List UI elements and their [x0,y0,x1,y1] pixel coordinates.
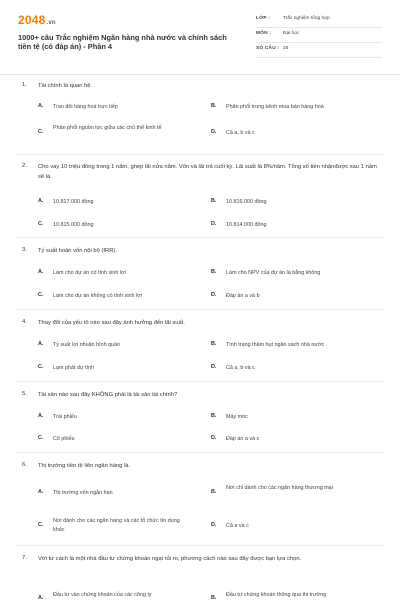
document-title: 1000+ câu Trắc nghiệm Ngân hàng nhà nước và chính sách tiền tệ (có đáp án) - Phần 4 [18,33,227,52]
question-number: 6. [22,462,27,468]
option-letter: D. [211,292,217,298]
option-letter: B. [211,595,217,601]
option-text: Phân phối nguồn lực giữa các chủ thể kinh tế [53,125,162,131]
option-text: Đầu tư vào chứng khoán của các công ty [53,592,152,598]
question-text: Tài chính là quan hệ. [38,83,93,89]
meta-count-label: SỐ CÂU : [256,46,280,51]
option-text: Đáp án a và c [226,436,260,442]
logo-suffix: .vn [46,20,56,26]
option-letter: A. [38,269,44,275]
option-text: Làm cho dự án không có tính sinh lợi [53,293,142,299]
meta-class-value: Trắc nghiệm tổng hợp [283,16,330,21]
question-number: 2. [22,163,27,169]
question-text: Tỷ suất hoàn vốn nội bộ (IRR). [38,248,117,254]
question-number: 5. [22,391,27,397]
option-letter: D. [211,435,217,441]
question-divider [15,154,385,155]
question-text: Thị trường tiền tệ liên ngân hàng là. [38,463,131,469]
question-text: Tài sản nào sau đây KHÔNG phải là tài sản tài chính? [38,392,178,398]
option-letter: B. [211,341,217,347]
option-letter: B. [211,198,217,204]
option-text: Tình trạng thâm hụt ngân sách nhà nước [226,342,325,348]
option-text: Đáp án a và b [226,293,260,299]
question-text: Thay đổi của yếu tố nào sau đây ảnh hưởng đến lãi suất. [38,320,185,326]
option-letter: A. [38,489,44,495]
option-text: Máy móc [226,414,248,420]
option-text: Nơi chỉ dành cho các ngân hàng thương mại [226,485,333,491]
option-letter: A. [38,198,44,204]
question-text: Cho vay 10 triệu đồng trong 1 năm, ghép lãi nửa năm. Vốn và lãi trả cuối kỳ. Lãi suất là 8%/năm. Tổng số tiền nhậnđược sau 1 năm sẽ là. [38,164,377,180]
option-text: Cổ phiếu [53,436,75,442]
option-text: Cả a, b và c [226,130,255,136]
option-letter: C. [38,522,44,528]
option-letter: A. [38,341,44,347]
option-letter: B. [211,103,217,109]
option-text: 10.817.000 đồng [53,199,94,205]
option-letter: B. [211,413,217,419]
site-logo[interactable] [18,13,56,27]
option-text: Cả a, b và c [226,365,255,371]
option-letter: C. [38,129,44,135]
question-divider [15,237,385,238]
option-letter: D. [211,522,217,528]
option-letter: A. [38,103,44,109]
option-letter: C. [38,435,44,441]
option-letter: D. [211,364,217,370]
option-text: Trái phiếu [53,414,77,420]
question-number: 1. [22,82,27,88]
option-letter: D. [211,221,217,227]
meta-subject-row [256,30,382,43]
meta-count-value: 25 [283,46,289,51]
meta-subject-label: MÔN : [256,31,272,36]
question-text: Với tư cách là một nhà đầu tư chứng khoán ngại rủi ro, phương cách nào sau đây được bạn lựa chọn. [38,556,302,562]
question-divider [15,452,385,453]
meta-subject-value: Đại học [283,31,300,36]
document-header [0,0,400,72]
option-letter: D. [211,129,217,135]
option-text: Tỷ suất lợi nhuận bình quân [53,342,121,348]
option-letter: A. [38,595,44,601]
question-divider [15,381,385,382]
option-text: Làm cho dự án có tính sinh lợi [53,270,126,276]
question-divider [15,545,385,546]
question-number: 4. [22,319,27,325]
option-text: Cả a và c [226,523,249,529]
option-text: 10.815.000 đồng [53,222,94,228]
option-text: Phân phối trong kênh mua bán hàng hoá [226,104,324,110]
option-text: Nơi dành cho các ngân hàng và các tổ chức tín dụng khác [53,518,180,533]
option-text: 10.816.000 đồng [226,199,267,205]
question-number: 7. [22,555,27,561]
header-divider [0,74,400,75]
option-text: Làm cho NPV của dự án là bằng không [226,270,321,276]
option-letter: B. [211,269,217,275]
option-text: Đầu tư chứng khoán thông qua thị trường [226,592,327,598]
option-text: Lạm phát dự tính [53,365,95,371]
option-letter: C. [38,292,44,298]
option-letter: A. [38,413,44,419]
option-text: Thị trường vốn ngắn hạn [53,490,113,496]
option-text: 10.814.000 đồng [226,222,267,228]
meta-class-label: LỚP : [256,16,271,21]
option-letter: C. [38,364,44,370]
option-letter: C. [38,221,44,227]
question-divider [15,309,385,310]
option-letter: B. [211,489,217,495]
question-number: 3. [22,247,27,253]
meta-class-row [256,15,382,28]
option-text: Trao đổi hàng hoá trực tiếp [53,104,118,110]
logo-text: 2048 [18,13,46,27]
meta-count-row [256,45,382,58]
